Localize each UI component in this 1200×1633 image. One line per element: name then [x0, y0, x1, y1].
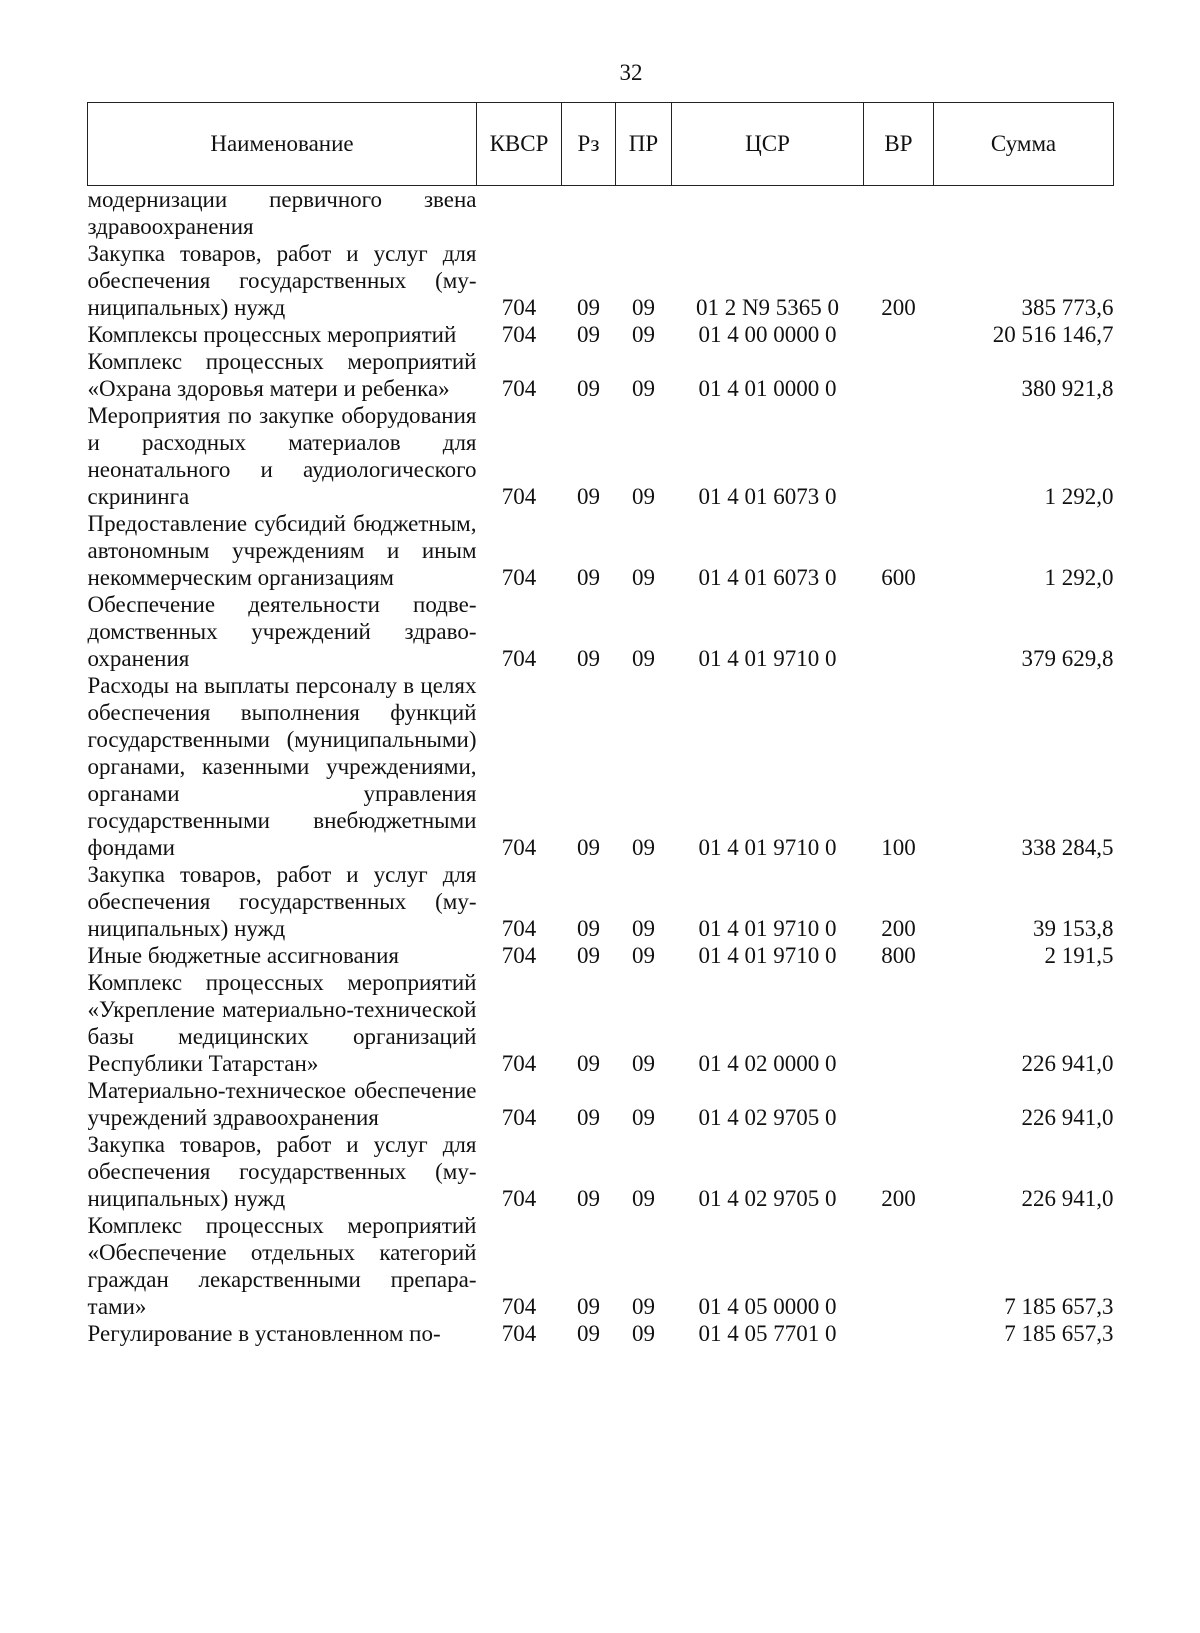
table-row — [88, 186, 1114, 241]
table-row — [88, 321, 1114, 348]
cell-vr — [864, 1077, 934, 1131]
cell-sum: 1 292,0 — [1044, 565, 1114, 590]
cell-rz: 09 — [577, 565, 600, 590]
cell-sum: 20 516 146,7 — [992, 322, 1114, 347]
cell-kvsr: 704 — [501, 484, 537, 509]
cell-rz: 09 — [577, 1051, 600, 1076]
cell-name: Материально-техническое обеспечение учреждений здравоохранения — [87, 1078, 477, 1130]
table-header — [88, 103, 1114, 186]
cell-rz: 09 — [577, 916, 600, 941]
cell-pr: 09 — [632, 565, 655, 590]
cell-vr — [864, 591, 934, 672]
cell-vr: 200 — [881, 1186, 916, 1211]
table-row — [88, 591, 1114, 672]
cell-kvsr: 704 — [501, 1321, 537, 1346]
cell-name: Комплексы процессных мероприятий — [87, 322, 457, 347]
header-vr: ВР — [864, 103, 934, 186]
cell-pr: 09 — [632, 835, 655, 860]
cell-kvsr: 704 — [501, 1294, 537, 1319]
header-sum: Сумма — [934, 103, 1114, 186]
cell-rz: 09 — [577, 376, 600, 401]
cell-sum: 226 941,0 — [1021, 1186, 1114, 1211]
cell-pr: 09 — [632, 376, 655, 401]
cell-kvsr: 704 — [501, 1051, 537, 1076]
cell-vr: 200 — [881, 295, 916, 320]
cell-pr: 09 — [632, 943, 655, 968]
cell-rz: 09 — [577, 1105, 600, 1130]
cell-name: Мероприятия по закупке оборудования и расходных материалов для неонатального и аудиологического скрининга — [87, 403, 477, 509]
cell-pr: 09 — [632, 646, 655, 671]
cell-sum — [934, 186, 1114, 241]
table-row — [88, 1212, 1114, 1320]
cell-sum: 1 292,0 — [1044, 484, 1114, 509]
cell-pr: 09 — [632, 916, 655, 941]
cell-csr — [672, 186, 864, 241]
cell-csr: 01 4 01 9710 0 — [698, 916, 837, 941]
cell-kvsr: 704 — [501, 322, 537, 347]
cell-rz: 09 — [577, 1321, 600, 1346]
cell-pr: 09 — [632, 484, 655, 509]
cell-rz: 09 — [577, 835, 600, 860]
cell-name: Регулирование в установленном по- — [87, 1321, 441, 1346]
cell-name: Комплекс процессных мероприятий «Укрепление материально-технической базы медицинских организаций Республики Татарстан» — [87, 970, 477, 1076]
cell-vr — [864, 969, 934, 1077]
header-pr: ПР — [616, 103, 672, 186]
cell-kvsr: 704 — [501, 295, 537, 320]
table-body — [88, 186, 1114, 1348]
cell-rz — [562, 186, 616, 241]
cell-csr: 01 4 02 9705 0 — [698, 1105, 837, 1130]
cell-sum: 7 185 657,3 — [1004, 1294, 1114, 1319]
cell-sum: 7 185 657,3 — [1004, 1321, 1114, 1346]
cell-kvsr: 704 — [501, 835, 537, 860]
cell-rz: 09 — [577, 943, 600, 968]
table-row — [88, 348, 1114, 402]
cell-name: Закупка товаров, работ и услуг для обеспечения государственных (муниципальных) нужд — [87, 1132, 477, 1211]
table-row — [88, 942, 1114, 969]
cell-rz: 09 — [577, 1294, 600, 1319]
cell-name: Закупка товаров, работ и услуг для обеспечения государственных (муниципальных) нужд — [87, 862, 477, 941]
cell-pr: 09 — [632, 1321, 655, 1346]
cell-pr: 09 — [632, 1105, 655, 1130]
cell-name: Обеспечение деятельности подведомственных учреждений здравоохранения — [87, 592, 477, 671]
cell-pr: 09 — [632, 295, 655, 320]
cell-sum: 39 153,8 — [1033, 916, 1114, 941]
cell-kvsr: 704 — [501, 376, 537, 401]
table-row — [88, 1320, 1114, 1347]
table-row — [88, 240, 1114, 321]
cell-rz: 09 — [577, 1186, 600, 1211]
table-row — [88, 672, 1114, 861]
cell-kvsr: 704 — [501, 1186, 537, 1211]
cell-name: Комплекс процессных мероприятий «Охрана здоровья матери и ребенка» — [87, 349, 477, 401]
cell-vr — [864, 1212, 934, 1320]
header-name: Наименование — [88, 103, 477, 186]
table-row — [88, 861, 1114, 942]
cell-rz: 09 — [577, 646, 600, 671]
table-row — [88, 1131, 1114, 1212]
table-row — [88, 510, 1114, 591]
cell-csr: 01 4 02 0000 0 — [698, 1051, 837, 1076]
cell-sum: 380 921,8 — [1021, 376, 1114, 401]
cell-sum: 338 284,5 — [1021, 835, 1114, 860]
cell-rz: 09 — [577, 484, 600, 509]
cell-csr: 01 4 02 9705 0 — [698, 1186, 837, 1211]
cell-sum: 2 191,5 — [1044, 943, 1114, 968]
cell-vr: 800 — [881, 943, 916, 968]
cell-csr: 01 4 01 6073 0 — [698, 565, 837, 590]
cell-pr: 09 — [632, 1051, 655, 1076]
cell-rz: 09 — [577, 322, 600, 347]
header-rz: Рз — [562, 103, 616, 186]
cell-name: модернизации первичного звена здравоохранения — [87, 187, 477, 239]
cell-rz: 09 — [577, 295, 600, 320]
cell-csr: 01 4 01 0000 0 — [698, 376, 837, 401]
cell-pr: 09 — [632, 1294, 655, 1319]
cell-csr: 01 2 N9 5365 0 — [695, 295, 840, 320]
cell-csr: 01 4 05 0000 0 — [698, 1294, 837, 1319]
cell-name: Закупка товаров, работ и услуг для обеспечения государственных (муниципальных) нужд — [87, 241, 477, 320]
cell-pr — [616, 186, 672, 241]
cell-name: Иные бюджетные ассигнования — [87, 943, 399, 968]
cell-sum: 379 629,8 — [1021, 646, 1114, 671]
cell-kvsr: 704 — [501, 943, 537, 968]
cell-sum: 226 941,0 — [1021, 1105, 1114, 1130]
cell-kvsr: 704 — [501, 565, 537, 590]
cell-name: Комплекс процессных мероприятий «Обеспечение отдельных категорий граждан лекарственными препаратами» — [87, 1213, 477, 1319]
cell-csr: 01 4 01 6073 0 — [698, 484, 837, 509]
cell-vr — [864, 1320, 934, 1347]
cell-kvsr: 704 — [501, 646, 537, 671]
table-row — [88, 1077, 1114, 1131]
cell-kvsr — [477, 186, 562, 241]
cell-pr: 09 — [632, 322, 655, 347]
cell-csr: 01 4 01 9710 0 — [698, 835, 837, 860]
cell-vr: 100 — [881, 835, 916, 860]
cell-name: Расходы на выплаты персоналу в целях обеспечения выполнения функций государственными (муниципальными) органами, казенными учреждениями, органами управления государственными внебюджетными фондами — [87, 673, 477, 860]
table-row — [88, 402, 1114, 510]
header-kvsr: КВСР — [477, 103, 562, 186]
cell-vr — [864, 348, 934, 402]
cell-csr: 01 4 01 9710 0 — [698, 646, 837, 671]
cell-vr: 200 — [881, 916, 916, 941]
cell-csr: 01 4 01 9710 0 — [698, 943, 837, 968]
cell-kvsr: 704 — [501, 1105, 537, 1130]
header-csr: ЦСР — [672, 103, 864, 186]
cell-vr — [864, 402, 934, 510]
cell-vr — [864, 186, 934, 241]
page-number: 32 — [619, 60, 643, 85]
cell-name: Предоставление субсидий бюджетным, автономным учреждениям и иным некоммерческим организациям — [87, 511, 477, 590]
cell-vr — [864, 321, 934, 348]
table-row — [88, 969, 1114, 1077]
cell-kvsr: 704 — [501, 916, 537, 941]
cell-csr: 01 4 05 7701 0 — [698, 1321, 837, 1346]
cell-pr: 09 — [632, 1186, 655, 1211]
cell-csr: 01 4 00 0000 0 — [698, 322, 837, 347]
budget-table — [87, 102, 1114, 1347]
cell-vr: 600 — [881, 565, 916, 590]
cell-sum: 385 773,6 — [1021, 295, 1114, 320]
cell-sum: 226 941,0 — [1021, 1051, 1114, 1076]
